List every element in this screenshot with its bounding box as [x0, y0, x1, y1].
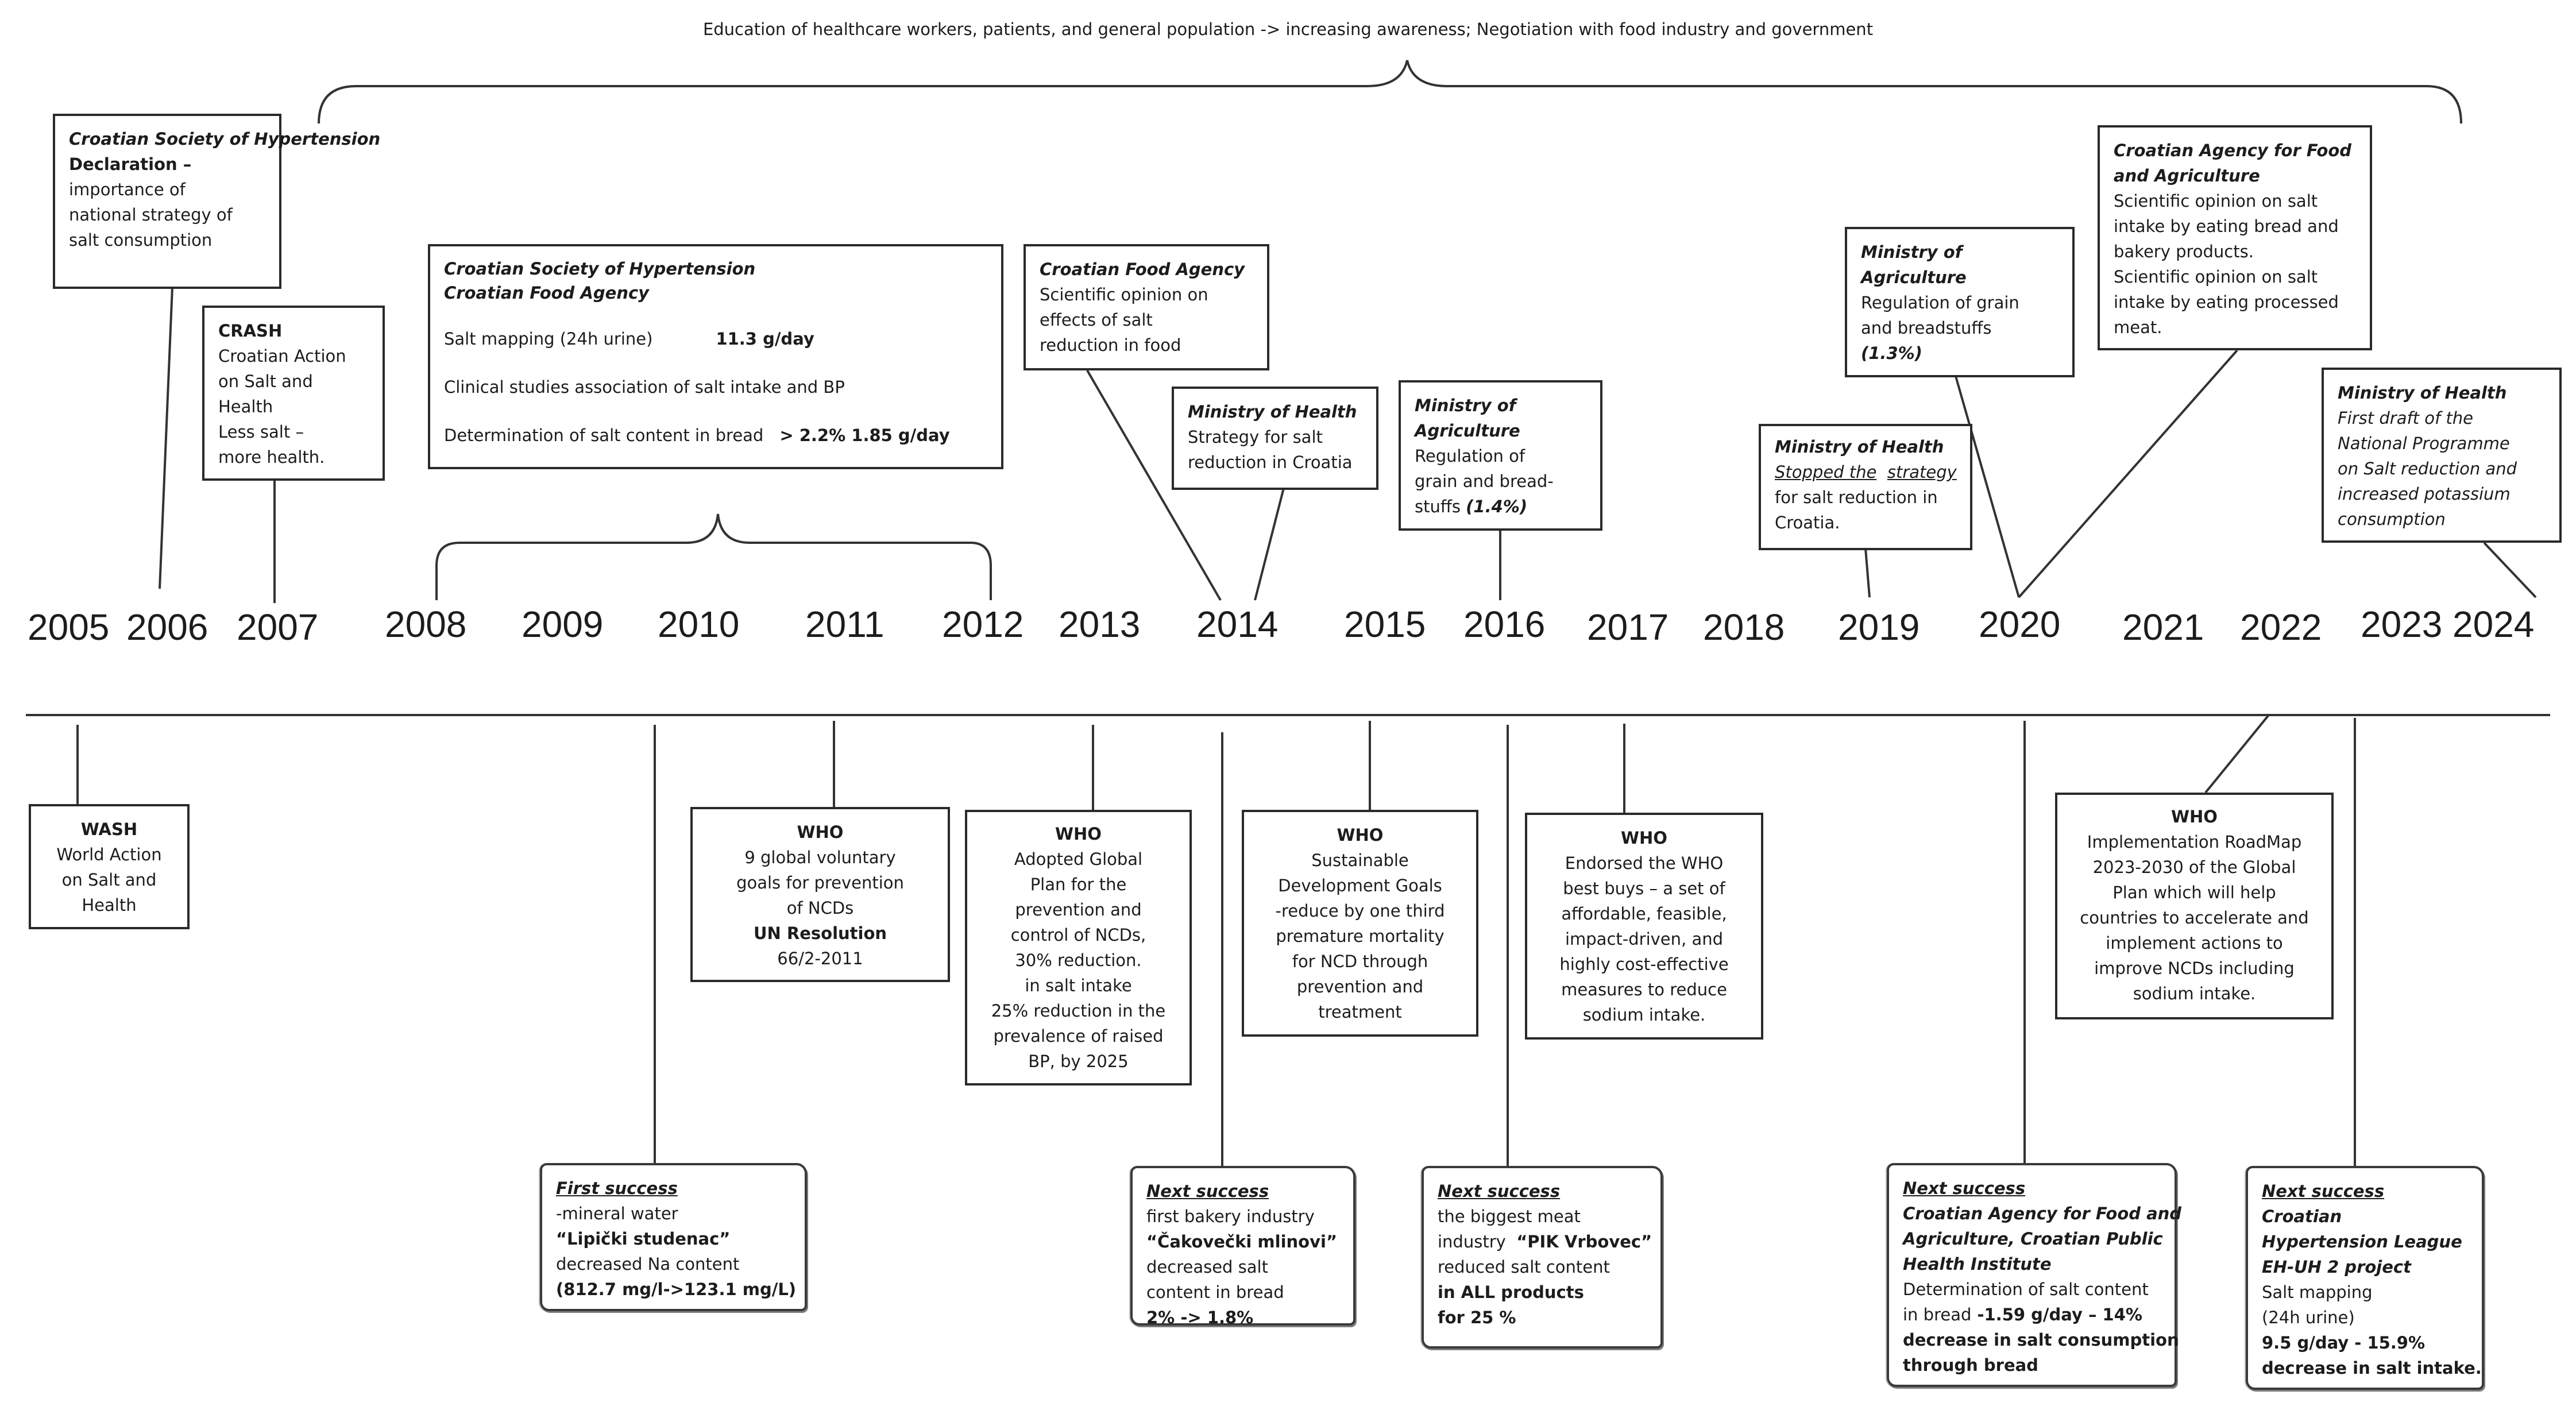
box-text: Health	[218, 397, 273, 416]
box-text: Hypertension League	[2262, 1232, 2462, 1251]
org-label: and Agriculture	[2114, 166, 2260, 186]
box-text: prevalence of raised	[993, 1026, 1164, 1046]
banner-text: Education of healthcare workers, patients, and general population -> increasing awareness; Negotiation with food industry and government	[702, 20, 1874, 39]
year-label: 2005	[28, 606, 110, 648]
box-text: -1.59 g/day – 14%	[1971, 1305, 2142, 1324]
box-text: “PIK Vrbovec”	[1516, 1232, 1652, 1251]
year-label: 2016	[1463, 604, 1546, 645]
year-label: 2021	[2122, 606, 2204, 648]
box-text: “Čakovečki mlinovi”	[1146, 1232, 1337, 1251]
bread-value: > 2.2% 1.85 g/day	[779, 426, 950, 445]
connector-declaration	[160, 287, 172, 589]
box-text: Health	[82, 895, 137, 915]
box-text: first bakery industry	[1146, 1207, 1315, 1226]
connector-moh-2014	[1255, 488, 1284, 600]
org-label: Croatian Society of Hypertension	[69, 129, 381, 149]
box-text: Croatian Action	[218, 346, 346, 366]
year-label: 2010	[658, 604, 740, 645]
box-title: WHO	[797, 822, 844, 842]
box-title: WASH	[80, 820, 138, 839]
org-label: Agriculture	[1415, 421, 1520, 441]
box-title: WHO	[2171, 807, 2218, 826]
box-who-sdg	[1242, 810, 1478, 1037]
regulation-value: (1.3%)	[1861, 343, 1922, 363]
box-text: measures to reduce	[1561, 980, 1727, 999]
box-text: -mineral water	[556, 1204, 678, 1223]
year-label: 2009	[522, 604, 604, 645]
box-text: best buys – a set of	[1563, 879, 1725, 898]
year-label: 2017	[1587, 606, 1669, 648]
mapping-label: Salt mapping (24h urine)	[444, 329, 653, 349]
box-text: Adopted Global	[1014, 849, 1143, 869]
success-heading: First success	[556, 1179, 678, 1198]
box-text: prevention and	[1296, 977, 1424, 996]
box-text: importance of	[69, 180, 186, 199]
box-text: on Salt reduction and	[2338, 459, 2517, 478]
box-text: control of NCDs,	[1010, 925, 1146, 945]
box-ministry-health-2024	[2322, 368, 2562, 543]
box-text: 9 global voluntary	[744, 848, 896, 867]
box-title: WHO	[1055, 824, 1102, 844]
box-text: highly cost-effective	[1559, 955, 1729, 974]
year-label: 2008	[385, 604, 467, 645]
box-text: decrease in salt intake.	[2262, 1358, 2482, 1378]
box-text: “Lipički studenac”	[556, 1229, 731, 1249]
box-ministry-agriculture-2016	[1399, 380, 1602, 531]
regulation-value: (1.4%)	[1466, 497, 1528, 516]
year-label: 2014	[1196, 604, 1279, 645]
connector-cafa	[2019, 350, 2237, 597]
box-who-best-buys	[1525, 813, 1763, 1040]
box-wash-2005	[29, 804, 190, 929]
box-text: Plan for the	[1030, 875, 1127, 894]
box-text: EH-UH 2 project	[2262, 1257, 2411, 1277]
connector-moh-2024	[2484, 543, 2536, 597]
box-text: intake by eating bread and	[2114, 217, 2339, 236]
box-text: UN Resolution	[753, 924, 887, 943]
box-text: Croatian Agency for Food and	[1903, 1204, 2182, 1223]
brace-2008-2012	[437, 514, 991, 600]
org-label: Agriculture	[1861, 268, 1967, 287]
box-who-global-plan	[965, 810, 1192, 1085]
box-text: on Salt and	[218, 372, 313, 391]
box-text: countries to accelerate and	[2080, 908, 2309, 928]
box-text: 66/2-2011	[777, 949, 863, 968]
box-text: 30% reduction.	[1015, 951, 1142, 970]
box-text: reduction in food	[1040, 335, 1181, 355]
top-brace	[319, 60, 2461, 123]
box-text: increased potassium	[2338, 484, 2511, 504]
box-text: reduced salt content	[1438, 1257, 1610, 1277]
box-text: National Programme	[2338, 434, 2510, 453]
box-text: World Action	[56, 845, 162, 864]
bread-label: Determination of salt content in bread	[444, 426, 764, 445]
connector-moh-2019	[1866, 548, 1870, 597]
box-text: Scientific opinion on	[1040, 285, 1208, 304]
box-text: Development Goals	[1278, 876, 1442, 895]
box-text: BP, by 2025	[1028, 1052, 1129, 1071]
box-text: on Salt and	[61, 870, 157, 890]
box-text: 2% -> 1.8%	[1146, 1308, 1254, 1327]
box-text: consumption	[2338, 509, 2446, 529]
box-text: Agriculture, Croatian Public	[1903, 1229, 2163, 1249]
success-heading: Next success	[1146, 1181, 1269, 1201]
success-heading: Next success	[1903, 1179, 2026, 1198]
year-label: 2018	[1703, 606, 1785, 648]
box-text: First draft of the	[2338, 408, 2474, 428]
box-next-success-bakery	[1130, 1166, 1355, 1326]
box-text: decrease in salt consumption	[1903, 1330, 2179, 1350]
box-crash-2007	[202, 306, 385, 481]
box-text: Regulation of	[1415, 446, 1525, 466]
box-text: Scientific opinion on salt	[2114, 191, 2318, 211]
box-text: Croatia.	[1775, 513, 1840, 532]
box-text: salt consumption	[69, 230, 213, 250]
box-text: for 25 %	[1438, 1308, 1516, 1327]
box-text: impact-driven, and	[1565, 929, 1724, 949]
stopped-text: Stopped the	[1775, 462, 1877, 482]
box-title: Declaration –	[69, 154, 192, 174]
box-next-success-hypertension-league	[2246, 1166, 2484, 1390]
box-next-success-meat	[1422, 1166, 1663, 1349]
year-label: 2012	[942, 604, 1024, 645]
year-label: 2006	[126, 606, 208, 648]
org-label: Croatian Society of Hypertension	[444, 259, 756, 279]
box-text: implement actions to	[2106, 933, 2283, 953]
box-text: more health.	[218, 447, 325, 467]
box-text: 2023-2030 of the Global	[2092, 857, 2296, 877]
box-text: affordable, feasible,	[1561, 904, 1727, 924]
box-text: Less salt –	[218, 422, 304, 442]
year-label: 2011	[805, 604, 885, 645]
year-label: 2013	[1059, 604, 1141, 645]
box-text: grain and bread-	[1415, 472, 1554, 491]
box-text: national strategy of	[69, 205, 233, 225]
box-declaration-2006	[53, 114, 381, 289]
year-label: 2023	[2361, 604, 2443, 645]
box-text: decreased salt	[1146, 1257, 1268, 1277]
box-salt-mapping-2008-2012	[428, 244, 1003, 469]
box-text: stuffs	[1415, 497, 1461, 516]
box-text: Regulation of grain	[1861, 293, 2019, 312]
box-next-success-agency-institute	[1887, 1163, 2182, 1387]
connector-who-roadmap	[2206, 715, 2269, 793]
year-label: 2022	[2240, 606, 2322, 648]
box-ministry-health-2014	[1172, 387, 1378, 490]
org-label: Ministry of	[1415, 396, 1516, 415]
box-text: treatment	[1318, 1002, 1402, 1022]
box-text: intake by eating processed	[2114, 292, 2339, 312]
box-text: (24h urine)	[2262, 1308, 2355, 1327]
box-text: Croatian	[2262, 1207, 2342, 1226]
org-label: Ministry of Health	[1775, 437, 1944, 457]
box-text: 25% reduction in the	[991, 1001, 1166, 1021]
year-label: 2024	[2453, 604, 2535, 645]
org-label: Croatian Food Agency	[1040, 260, 1245, 279]
box-text: Plan which will help	[2112, 883, 2276, 902]
box-text: the biggest meat	[1438, 1207, 1581, 1226]
success-heading: Next success	[1438, 1181, 1561, 1201]
box-title: WHO	[1621, 828, 1667, 848]
box-text: bakery products.	[2114, 242, 2254, 261]
stopped-text: strategy	[1887, 462, 1957, 482]
success-heading: Next success	[2262, 1181, 2385, 1201]
box-text: reduction in Croatia	[1188, 453, 1353, 472]
box-who-voluntary-goals	[690, 807, 950, 982]
box-text: in ALL products	[1438, 1282, 1584, 1302]
year-label: 2020	[1979, 604, 2061, 645]
box-text: prevention and	[1015, 900, 1142, 920]
box-text: and breadstuffs	[1861, 318, 1992, 338]
box-text: Endorsed the WHO	[1565, 853, 1724, 873]
org-label: Ministry of Health	[1188, 402, 1357, 422]
box-text: Salt mapping	[2262, 1282, 2373, 1302]
box-text: Determination of salt content	[1903, 1280, 2149, 1299]
box-text: 9.5 g/day - 15.9%	[2262, 1333, 2425, 1353]
box-text: in salt intake	[1025, 976, 1132, 995]
box-text: improve NCDs including	[2094, 959, 2295, 978]
box-text: industry	[1438, 1232, 1506, 1251]
box-text: Implementation RoadMap	[2087, 832, 2302, 852]
box-ministry-health-2019	[1759, 424, 1972, 550]
box-text: through bread	[1903, 1355, 2038, 1375]
box-text: for NCD through	[1292, 952, 1428, 971]
box-text: decreased Na content	[556, 1254, 740, 1274]
box-text: effects of salt	[1040, 310, 1153, 330]
box-text: Sustainable	[1311, 851, 1409, 870]
year-label: 2019	[1838, 606, 1920, 648]
box-text: of NCDs	[786, 898, 854, 918]
box-first-success-mineral-water	[540, 1163, 807, 1311]
box-title: CRASH	[218, 321, 283, 341]
year-label: 2015	[1344, 604, 1426, 645]
box-text: content in bread	[1146, 1282, 1284, 1302]
org-label: Croatian Food Agency	[444, 283, 650, 303]
org-label: Croatian Agency for Food	[2114, 141, 2352, 160]
box-text: -reduce by one third	[1275, 901, 1445, 921]
box-ministry-agriculture-2020	[1845, 227, 2075, 377]
clinical-studies-text: Clinical studies association of salt intake and BP	[444, 377, 845, 397]
box-text: goals for prevention	[736, 873, 904, 893]
box-text: in bread	[1903, 1305, 1972, 1324]
box-text: sodium intake.	[1582, 1005, 1706, 1025]
box-text: for salt reduction in	[1775, 488, 1938, 507]
box-text: Strategy for salt	[1188, 427, 1323, 447]
box-text: (812.7 mg/l->123.1 mg/L)	[556, 1280, 797, 1299]
box-who-roadmap	[2055, 793, 2334, 1019]
org-label: Ministry of	[1861, 242, 1963, 262]
org-label: Ministry of Health	[2338, 383, 2507, 403]
box-text: Health Institute	[1903, 1254, 2052, 1274]
box-title: WHO	[1337, 825, 1384, 845]
year-label: 2007	[237, 606, 319, 648]
mapping-value: 11.3 g/day	[716, 329, 814, 349]
box-text: premature mortality	[1276, 926, 1445, 946]
box-text: meat.	[2114, 318, 2162, 337]
box-text: sodium intake.	[2133, 984, 2256, 1003]
box-food-agency-2013	[1024, 244, 1269, 370]
box-agency-food-agriculture-2021	[2098, 125, 2372, 350]
box-text: Scientific opinion on salt	[2114, 267, 2318, 287]
